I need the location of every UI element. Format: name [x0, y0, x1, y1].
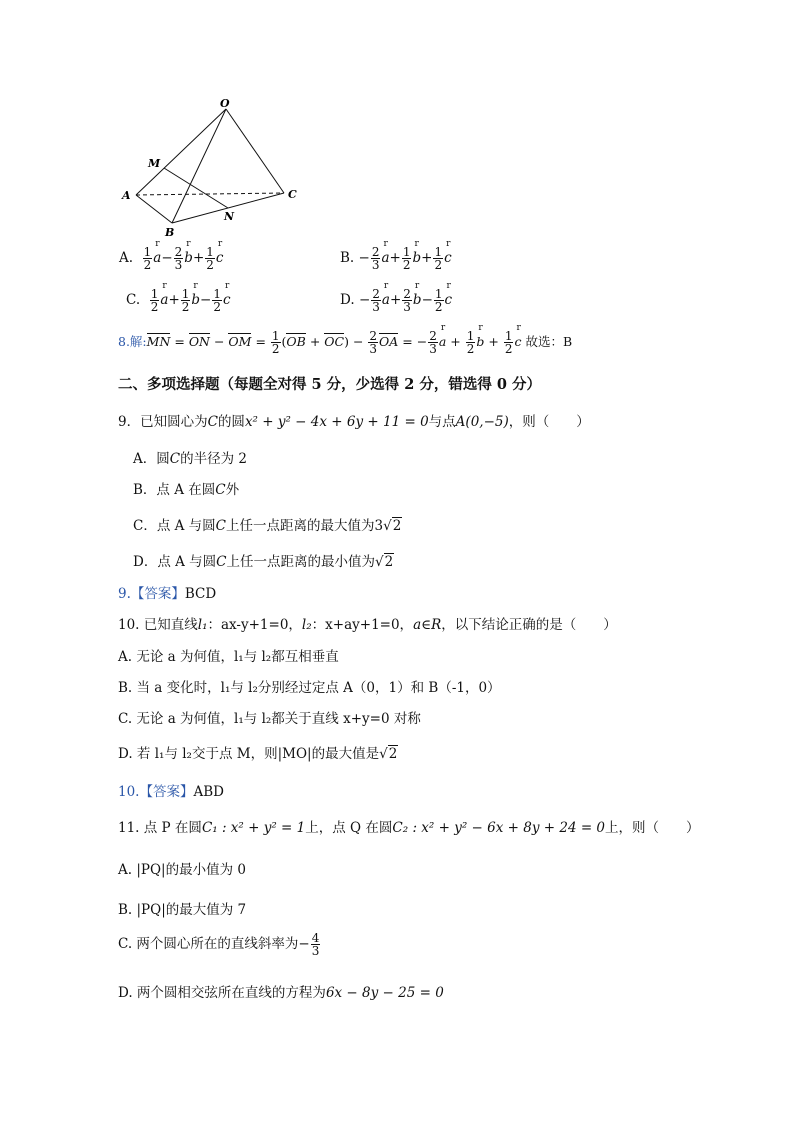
q11-stem: 11. 点 P 在圆C₁ : x² + y² = 1上，点 Q 在圆C₂ : x² + y² − 6x + 8y + 24 = 0上，则（ ）: [118, 820, 700, 836]
q10-option-a: A. 无论 a 为何值，l₁与 l₂都互相垂直: [118, 649, 339, 665]
label-a: A: [122, 189, 131, 202]
edge-ob: [172, 109, 226, 223]
q11-option-d: D. 两个圆相交弦所在直线的方程为6x − 8y − 25 = 0: [118, 985, 444, 1001]
q8-option-a: A. $\frac{1}{2}$ r a− $\frac{2}{3}$ r b+ $\frac{1}{2}$ r c: [119, 246, 223, 271]
q8-option-d: D. − $\frac{2}{3}$ r a+ $\frac{2}{3}$ r b− $\frac{1}{2}$ r c: [340, 288, 452, 313]
q8-solution: 8.解:MN = ON − OM = $\frac{1}{2}$ (OB + OC) − $\frac{2}{3}$ OA = − $\frac{2}{3}$ r a + $\frac{1}{2}$ r b + $\frac{1}{2}$ r c 故选：B: [118, 330, 572, 355]
q8-option-c: C. $\frac{1}{2}$ r a+ $\frac{1}{2}$ r b− $\frac{1}{2}$ r c: [126, 288, 231, 313]
q9-option-c: C．点 A 与圆C上任一点距离的最大值为3√2: [133, 518, 402, 534]
edge-ac-dashed: [136, 193, 284, 195]
tetrahedron-figure: [115, 95, 315, 240]
q9-option-d: D．点 A 与圆C上任一点距离的最小值为√2: [133, 554, 394, 570]
q9-option-b: B．点 A 在圆C外: [133, 482, 240, 498]
label-o: O: [220, 97, 230, 110]
label-c: C: [288, 188, 297, 201]
edge-ab: [136, 195, 172, 223]
q11-option-c: C. 两个圆心所在的直线斜率为− $\frac{4}{3}$: [118, 931, 320, 958]
label-m: M: [148, 157, 161, 170]
q10-stem: 10. 已知直线l₁：ax-y+1=0，l₂：x+ay+1=0，a∈R，以下结论正确的是（ ）: [118, 617, 617, 633]
label-b: B: [165, 226, 175, 239]
q9-option-a: A．圆C的半径为 2: [133, 451, 247, 467]
q11-option-a: A. |PQ|的最小值为 0: [118, 862, 246, 878]
edge-oa: [136, 109, 226, 195]
q10-option-b: B. 当 a 变化时，l₁与 l₂分别经过定点 A（0，1）和 B（-1，0）: [118, 680, 501, 696]
segment-mn: [164, 168, 228, 208]
q10-option-d: D. 若 l₁与 l₂交于点 M，则|MO|的最大值是√2: [118, 746, 398, 762]
q10-answer: 10.【答案】ABD: [118, 784, 224, 800]
label-n: N: [224, 210, 235, 223]
section-title: 二、多项选择题（每题全对得 5 分，少选得 2 分，错选得 0 分）: [118, 376, 542, 393]
q10-option-c: C. 无论 a 为何值，l₁与 l₂都关于直线 x+y=0 对称: [118, 711, 421, 727]
q9-stem: 9．已知圆心为C的圆x² + y² − 4x + 6y + 11 = 0与点A(0,−5)，则（ ）: [118, 414, 590, 430]
q8-option-b: B. − $\frac{2}{3}$ r a+ $\frac{1}{2}$ r b+ $\frac{1}{2}$ r c: [340, 246, 452, 271]
q9-answer: 9.【答案】BCD: [118, 586, 217, 602]
q11-option-b: B. |PQ|的最大值为 7: [118, 902, 247, 918]
edge-oc: [226, 109, 284, 193]
